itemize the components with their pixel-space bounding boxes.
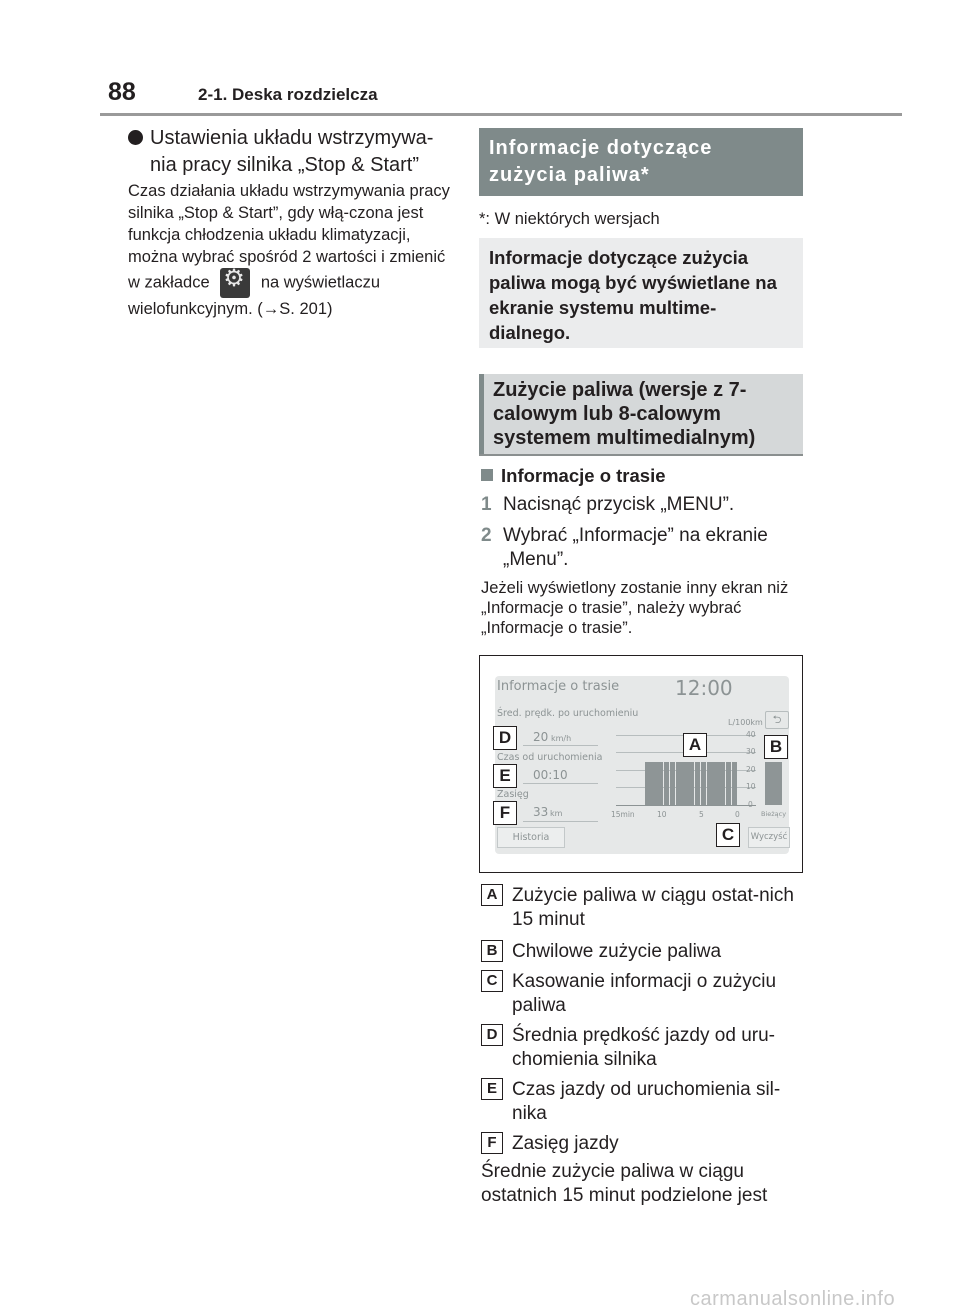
- legend-key-b: B: [481, 940, 503, 962]
- legend-text-d: Średnia prędkość jazdy od uru-chomienia silnika: [512, 1025, 775, 1070]
- left-paragraph: [128, 180, 453, 320]
- section-title: 2-1. Deska rozdzielcza: [198, 85, 378, 104]
- clear-button[interactable]: Wyczyść: [748, 827, 790, 848]
- avg-speed-label: Śred. prędk. po uruchomieniu: [497, 708, 639, 719]
- unit-label: L/100km: [728, 718, 763, 727]
- current-consumption-bar: [765, 762, 782, 805]
- divider: [523, 783, 598, 784]
- legend-key-e: E: [481, 1078, 503, 1100]
- divider: [523, 745, 598, 746]
- trip-info-heading: [481, 465, 666, 487]
- screen-title: Informacje o trasie: [497, 679, 620, 694]
- range-label: Zasięg: [497, 789, 529, 800]
- history-bar: [676, 762, 682, 805]
- callout-a: A: [683, 733, 707, 757]
- step-2: [481, 524, 801, 572]
- chart-baseline: [616, 805, 756, 806]
- legend-text-f: Zasięg jazdy: [512, 1133, 619, 1154]
- history-bar: [645, 762, 651, 805]
- step-2-number: 2: [481, 525, 492, 546]
- range-value: 33: [533, 805, 549, 819]
- screen-clock: 12:00: [675, 676, 733, 700]
- time-since-start-value: 00:10: [533, 768, 568, 782]
- legend-key-a: A: [481, 884, 503, 906]
- page-number: 88: [108, 78, 136, 106]
- history-bar: [719, 762, 725, 805]
- callout-b: B: [764, 735, 788, 759]
- x-tick: 10: [657, 810, 667, 819]
- x-tick: 15min: [611, 810, 635, 819]
- legend-text-c: Kasowanie informacji o zużyciu paliwa: [512, 971, 777, 1016]
- closing-paragraph: Średnie zużycie paliwa w ciągu ostatnich 15 minut podzielone jest: [481, 1161, 768, 1206]
- x-tick: 0: [735, 810, 740, 819]
- bullet-heading-text: Ustawienia układu wstrzymywa-nia pracy silnika „Stop & Start”: [150, 127, 434, 176]
- current-label: Bieżący: [761, 810, 787, 818]
- fuel-info-intro-box: Informacje dotyczące zużycia paliwa mogą być wyświetlane na ekranie systemu multime-dialnego.: [479, 238, 803, 348]
- history-bar: [695, 762, 701, 805]
- y-tick: 40: [746, 730, 756, 739]
- legend-text-e: Czas jazdy od uruchomienia sil-nika: [512, 1079, 781, 1124]
- history-bar: [670, 762, 676, 805]
- legend-key-c: C: [481, 970, 503, 992]
- left-paragraph-part2: na wyświetlaczu wielofunkcyjnym. (→S. 201): [128, 273, 381, 318]
- step-1-text: Nacisnąć przycisk „MENU”.: [503, 494, 735, 515]
- history-bar: [707, 762, 713, 805]
- divider: [523, 821, 598, 822]
- square-bullet-icon: [481, 469, 493, 481]
- callout-f: F: [493, 801, 517, 825]
- y-tick: 10: [746, 782, 756, 791]
- history-bar: [732, 762, 738, 805]
- y-tick: 20: [746, 765, 756, 774]
- history-bar: [682, 762, 688, 805]
- range-unit: km: [550, 809, 563, 818]
- legend-text-a: Zużycie paliwa w ciągu ostat-nich 15 minut: [512, 885, 794, 930]
- time-since-start-label: Czas od uruchomienia: [497, 752, 603, 763]
- legend-item-d: [481, 1024, 801, 1072]
- bullet-heading: [128, 125, 458, 179]
- legend-key-f: F: [481, 1132, 503, 1154]
- gear-icon: [220, 268, 250, 298]
- step-2-text: Wybrać „Informacje” na ekranie „Menu”.: [503, 525, 768, 570]
- avg-speed-unit: km/h: [551, 734, 572, 743]
- y-tick: 0: [748, 800, 753, 809]
- legend-text-b: Chwilowe zużycie paliwa: [512, 941, 722, 962]
- note-paragraph: Jeżeli wyświetlony zostanie inny ekran niż „Informacje o trasie”, należy wybrać „Informacje o trasie”.: [481, 579, 789, 637]
- legend-item-f: [481, 1132, 801, 1156]
- multimedia-screen: [495, 676, 789, 854]
- callout-e: E: [493, 764, 517, 788]
- fuel-info-title-box: Informacje dotyczące zużycia paliwa*: [479, 128, 803, 196]
- x-tick: 5: [699, 810, 704, 819]
- left-paragraph-part1: Czas działania układu wstrzymywania pracy silnika „Stop & Start”, gdy włą-czona jest funkcja chłodzenia układu klimatyzacji, można wybrać spośród 2 wartości i zmienić w zakładce: [128, 182, 450, 292]
- footer-watermark: carmanualsonline.info: [690, 1288, 896, 1310]
- history-bar: [713, 762, 719, 805]
- legend-item-a: [481, 884, 801, 932]
- legend-item-c: [481, 970, 801, 1018]
- legend-item-b: [481, 940, 801, 964]
- history-bar: [651, 762, 657, 805]
- bullet-dot-icon: [128, 130, 143, 145]
- back-arrow-icon[interactable]: ⮌: [765, 711, 789, 729]
- trip-info-heading-text: Informacje o trasie: [501, 465, 666, 486]
- step-1: [481, 493, 801, 517]
- history-bar: [726, 762, 732, 805]
- header-divider: [100, 113, 902, 116]
- history-bar: [701, 762, 707, 805]
- fuel-consumption-subtitle-box: Zużycie paliwa (wersje z 7-calowym lub 8-calowym systemem multimedialnym): [479, 374, 803, 456]
- footnote: *: W niektórych wersjach: [479, 210, 660, 228]
- y-tick: 30: [746, 747, 756, 756]
- legend-item-e: [481, 1078, 801, 1126]
- history-bar: [688, 762, 694, 805]
- history-bar: [657, 762, 663, 805]
- callout-c: C: [716, 823, 740, 847]
- callout-d: D: [493, 726, 517, 750]
- step-1-number: 1: [481, 494, 492, 515]
- history-bar: [664, 762, 670, 805]
- avg-speed-value: 20: [533, 730, 549, 744]
- history-button[interactable]: Historia: [497, 827, 565, 848]
- legend-key-d: D: [481, 1024, 503, 1046]
- screen-illustration: [479, 655, 803, 873]
